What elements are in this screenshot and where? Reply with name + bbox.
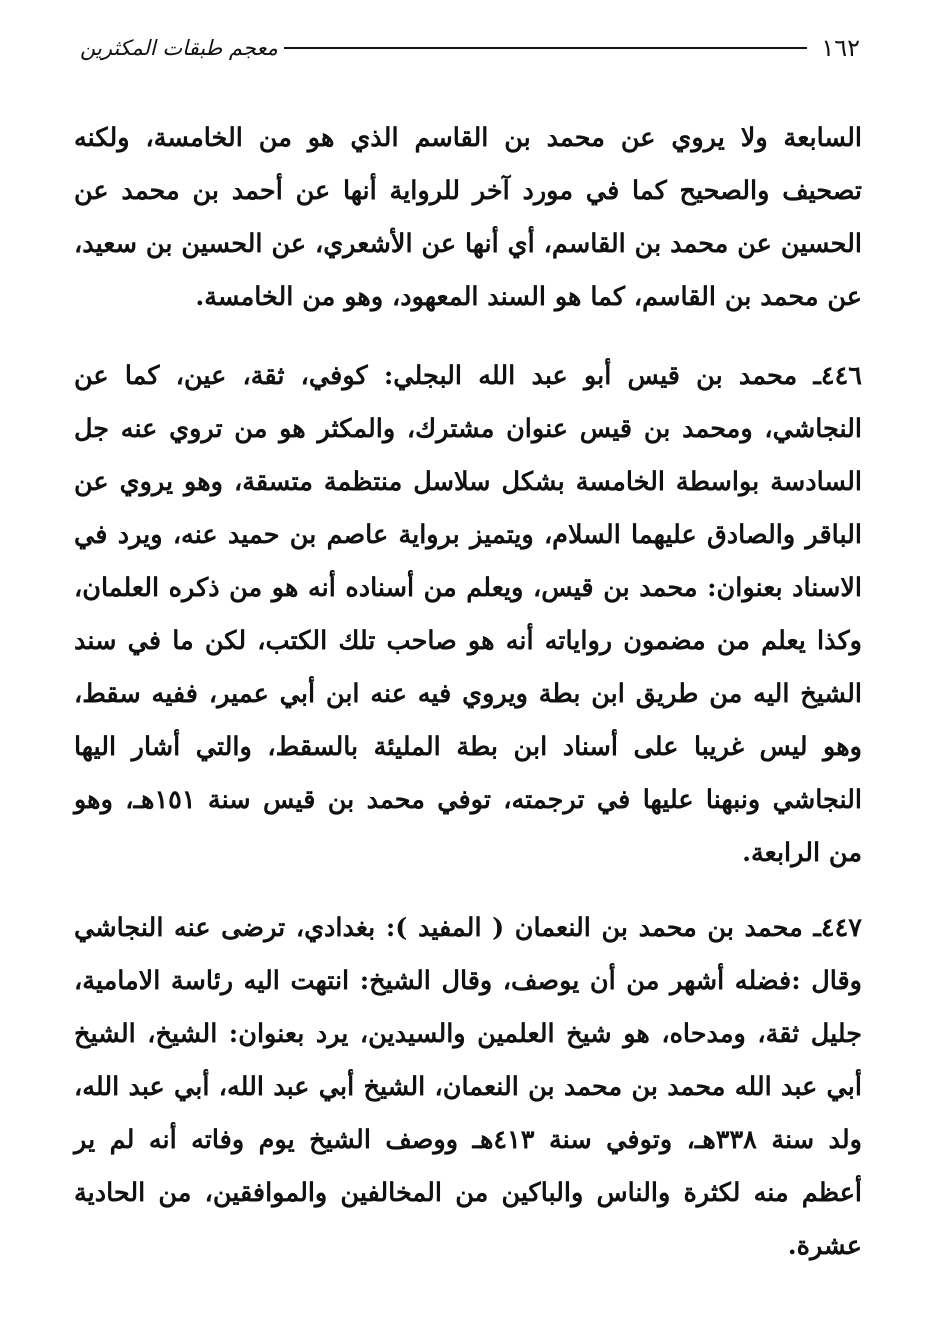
running-header [80, 28, 860, 68]
paragraph-continuation [74, 112, 862, 324]
entry-text: بغدادي، ترضى عنه النجاشي وقال :فضله أشهر من أن يوصف، وقال الشيخ: انتهت اليه رئاسة الامامية، جليل ثقة، ومدحاه، هو شيخ العلمين والسيدين، يرد بعنوان: الشيخ، الشيخ أبي عبد الله محمد بن محمد بن النعمان، الشيخ أبي عبد الله، أبي عبد الله، ولد سنة ٣٣٨هـ، وتوفي سنة ٤١٣هـ ووصف الشيخ يوم وفاته أنه لم ير أعظم منه لكثرة والناس والباكين من المخالفين والموافقين، من الحادية عشرة. [74, 913, 862, 1261]
book-title: معجم طبقات المكثرين [80, 36, 278, 60]
entry-447 [74, 902, 862, 1273]
entry-446 [74, 350, 862, 880]
entry-name: محمد بن محمد بن النعمان ( المفيد ): [385, 913, 803, 943]
entry-number: ٤٤٧ـ [813, 913, 862, 943]
paragraph-text: السابعة ولا يروي عن محمد بن القاسم الذي هو من الخامسة، ولكنه تصحيف والصحيح كما في مورد آخر للرواية أنها عن أحمد بن محمد عن الحسين عن محمد بن القاسم، أي أنها عن الأشعري، عن الحسين بن سعيد، عن محمد بن القاسم، كما هو السند المعهود، وهو من الخامسة. [74, 123, 862, 312]
body-text [74, 112, 862, 1295]
entry-name: محمد بن قيس أبو عبد الله البجلي: [383, 361, 798, 391]
entry-number: ٤٤٦ـ [813, 361, 862, 391]
header-rule [284, 47, 807, 49]
entry-text: كوفي، ثقة، عين، كما عن النجاشي، ومحمد بن قيس عنوان مشترك، والمكثر هو من تروي عنه جل السادسة بواسطة الخامسة بشكل سلاسل منتظمة متسقة، وهو يروي عن الباقر والصادق عليهما السلام، ويتميز برواية عاصم بن حميد عنه، ويرد في الاسناد بعنوان: محمد بن قيس، ويعلم من أسناده أنه هو من ذكره العلمان، وكذا يعلم من مضمون رواياته أنه هو صاحب تلك الكتب، لكن ما في سند الشيخ اليه من طريق ابن بطة ويروي فيه عنه ابن أبي عمير، ففيه سقط، وهو ليس غريبا على أسناد ابن بطة المليئة بالسقط، والتي أشار اليها النجاشي ونبهنا عليها في ترجمته، توفي محمد بن قيس سنة ١٥١هـ، وهو من الرابعة. [74, 361, 863, 868]
page-number: ١٦٢ [821, 34, 860, 62]
